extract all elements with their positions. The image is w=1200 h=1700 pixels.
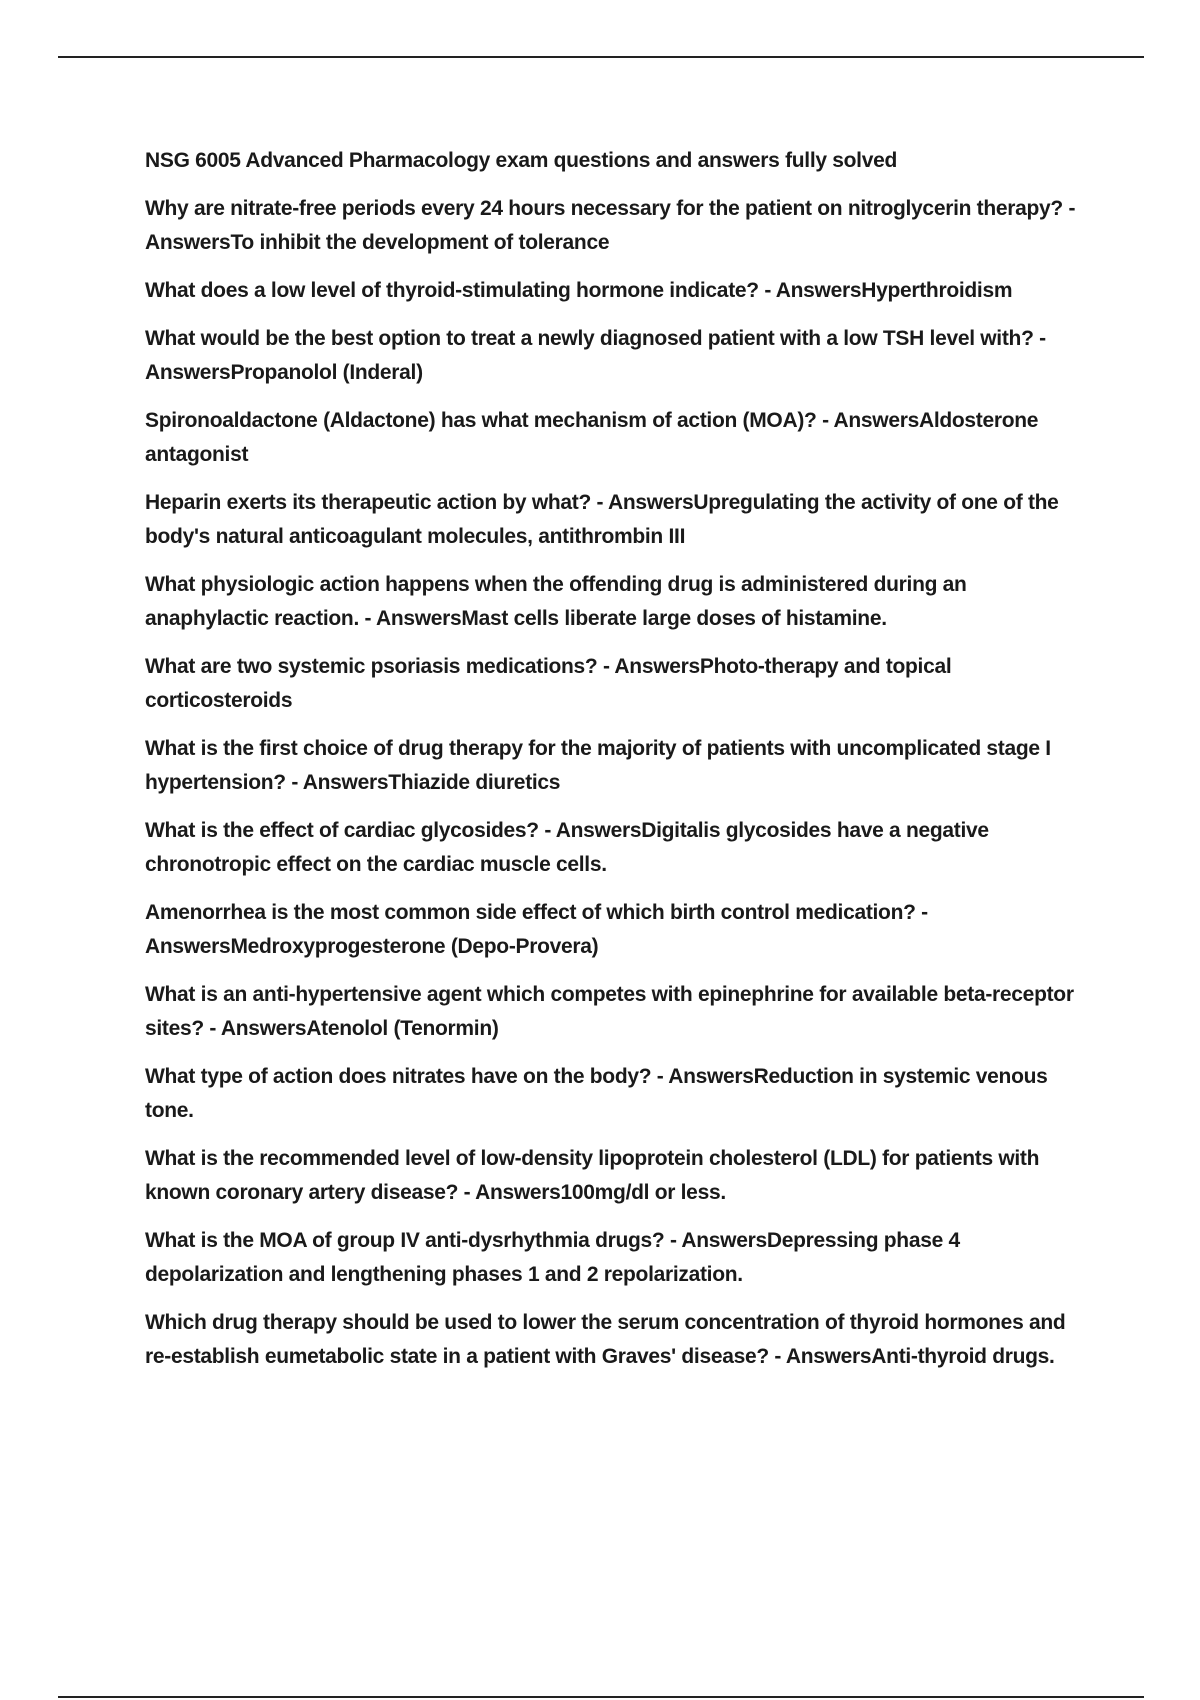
qa-item: Which drug therapy should be used to lower the serum concentration of thyroid hormones and re-establish eumetabolic state in a patient with Graves' disease? - AnswersAnti-thyroid drugs.: [145, 1311, 1066, 1368]
qa-item: What type of action does nitrates have on the body? - AnswersReduction in systemic venous tone.: [145, 1065, 1048, 1122]
qa-item: Heparin exerts its therapeutic action by what? - AnswersUpregulating the activity of one of the body's natural anticoagulant molecules, antithrombin III: [145, 491, 1059, 548]
qa-item: Amenorrhea is the most common side effect of which birth control medication? - AnswersMedroxyprogesterone (Depo-Provera): [145, 901, 928, 958]
header-rule: [58, 56, 1144, 58]
qa-item: What is the MOA of group IV anti-dysrhythmia drugs? - AnswersDepressing phase 4 depolarization and lengthening phases 1 and 2 repolarization.: [145, 1229, 960, 1286]
qa-item: What does a low level of thyroid-stimulating hormone indicate? - AnswersHyperthroidism: [145, 279, 1013, 302]
qa-item: What is the recommended level of low-density lipoprotein cholesterol (LDL) for patients with known coronary artery disease? - Answers100mg/dl or less.: [145, 1147, 1040, 1204]
document-title: NSG 6005 Advanced Pharmacology exam questions and answers fully solved: [145, 149, 898, 172]
qa-item: What is the first choice of drug therapy for the majority of patients with uncomplicated stage I hypertension? - AnswersThiazide diuretics: [145, 737, 1051, 794]
document-body: [145, 144, 1090, 1388]
footer-rule: [58, 1696, 1144, 1698]
qa-item: What are two systemic psoriasis medications? - AnswersPhoto-therapy and topical corticosteroids: [145, 655, 952, 712]
qa-item: What physiologic action happens when the offending drug is administered during an anaphylactic reaction. - AnswersMast cells liberate large doses of histamine.: [145, 573, 967, 630]
qa-item: What is the effect of cardiac glycosides? - AnswersDigitalis glycosides have a negative chronotropic effect on the cardiac muscle cells.: [145, 819, 989, 876]
qa-item: What is an anti-hypertensive agent which competes with epinephrine for available beta-receptor sites? - AnswersAtenolol (Tenormin): [145, 983, 1074, 1040]
qa-item: Spironoaldactone (Aldactone) has what mechanism of action (MOA)? - AnswersAldosterone antagonist: [145, 409, 1039, 466]
qa-item: Why are nitrate-free periods every 24 hours necessary for the patient on nitroglycerin therapy? - AnswersTo inhibit the development of tolerance: [145, 197, 1076, 254]
qa-item: What would be the best option to treat a newly diagnosed patient with a low TSH level with? - AnswersPropanolol (Inderal): [145, 327, 1046, 384]
